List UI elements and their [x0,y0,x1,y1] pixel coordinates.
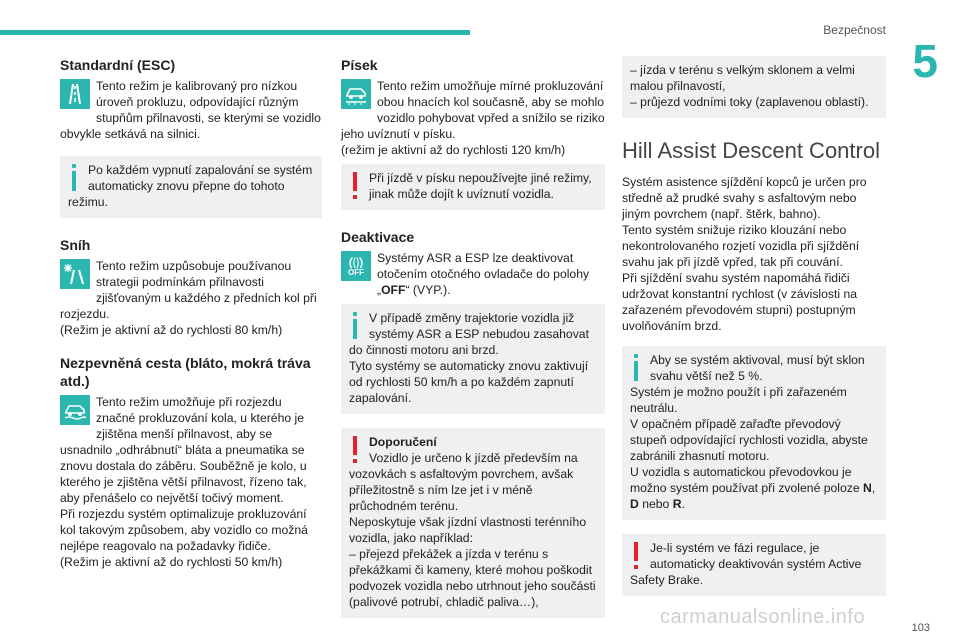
info-box-deactivation [341,304,605,414]
gear-r-label: R [672,497,682,511]
hadc-note-3: V opačném případě zařaďte převodový stupeň odpovídající rychlosti vozidla, abyste zabránili zhasnutí motoru. [630,417,868,463]
hadc-note-4 [630,464,878,512]
hadc-text-1: Systém asistence sjíždění kopců je určen pro středně až prudké svahy s asfaltovým nebo jiným povrchem (např. štěrk, bahno). [622,175,867,221]
warning-box-hadc [622,534,886,596]
mud-car-icon [60,395,90,425]
snow-text: Tento režim uzpůsobuje používanou strategii podmínkám přilnavosti zjišťovaným u každého z předních kol při rozjezdu. [60,259,317,321]
section-title-hadc: Hill Assist Descent Control [622,138,880,163]
snow-road-icon [60,259,90,289]
watermark: carmanualsonline.info [660,606,866,628]
info-icon [628,354,644,382]
section-title-esc: Standardní (ESC) [60,57,176,73]
hadc-note-1: Aby se systém aktivoval, musí být sklon svahu větší než 5 %. [650,353,865,383]
advice-continued-box [622,56,886,118]
advice-item: – přejezd překážek a jízda v terénu s překážkami či kameny, které mohou poškodit podvozek vozidla nebo utrhnout jeho součásti (palivové potrubí, chladič paliva…), [349,547,596,609]
warning-icon [347,436,363,464]
esc-note: Po každém vypnutí zapalování se systém automaticky znovu přepne do tohoto režimu. [68,163,313,209]
column-1 [60,56,322,570]
section-title-mud: Nezpevněná cesta (bláto, mokrá tráva atd.) [60,355,311,389]
column-2 [341,56,605,632]
info-box-esc [60,156,322,218]
sand-car-icon [341,79,371,109]
chapter-number: 5 [912,35,938,87]
road-standard-icon [60,79,90,109]
esc-paragraph [60,78,322,142]
section-title-snow: Sníh [60,237,91,253]
sand-paragraph [341,78,605,158]
warning-icon [628,542,644,570]
mud-paragraph [60,394,322,570]
sand-text: Tento režim umožňuje mírné prokluzování obou hnacích kol současně, aby se mohlo vozidlo pohybovat vpřed a snížilo se riziko jeho uvíznutí v písku. [341,79,605,141]
deactivation-text-a: Systémy ASR a ESP lze deaktivovat otočením otočného ovladače do polohy „ [377,251,590,297]
hadc-note-4e: nebo [638,497,673,511]
page-number: 103 [911,622,930,634]
mud-text-3: (Režim je aktivní až do rychlosti 50 km/h) [60,555,283,569]
list-item: – jízda v terénu s velkým sklonem a velmi malou přilnavostí, [630,63,855,93]
deactivation-text-c: “ (VYP.). [405,283,451,297]
snow-text-2: (Režim je aktivní až do rychlosti 80 km/h) [60,323,283,337]
mud-text: Tento režim umožňuje při rozjezdu značné prokluzování kola, u kterého je zjištěna menší přilnavost, aby se usnadnilo „odhrábnutí“ bláta a pneumatika se znovu dostala do záběru. Souběžně je kolo, u kterého je zjištěna větší přilnavost, řízeno tak, aby přenášelo co největší točivý moment. [60,395,307,505]
gear-n-label: N [863,481,872,495]
advice-title: Doporučení [369,435,437,449]
deactivation-text [341,250,605,298]
info-box-hadc [622,346,886,520]
advice-text-2: Neposkytuje však jízdní vlastnosti terénního vozidla, jako například: [349,515,587,545]
hadc-note-2: Systém je možno použít i při zařazeném neutrálu. [630,385,847,415]
hadc-note-4c: , [871,481,876,495]
list-item: – průjezd vodními toky (zaplavenou oblastí). [630,95,869,109]
hadc-warning: Je-li systém ve fázi regulace, je automaticky deaktivován systém Active Safety Brake. [630,541,862,587]
hadc-note-4a: U vozidla s automatickou převodovkou je možno systém používat při zvolené poloze [630,465,864,495]
deactivation-note-2: Tyto systémy se automaticky znovu zaktivují od rychlosti 50 km/h a po každém zapnutí zapalování. [349,359,589,405]
header-accent-bar [0,30,470,35]
info-icon [66,164,82,192]
hadc-text-2: Tento systém snižuje riziko klouzání nebo nekontrolovaného rozjetí vozidla při sjíždění svahu jak při jízdě vpřed, tak při couvání. [622,223,860,269]
warning-icon [347,172,363,200]
esp-off-icon [341,251,371,281]
snow-paragraph [60,258,322,338]
column-3 [622,56,886,610]
deactivation-off-label: OFF [381,283,406,297]
advice-text: Vozidlo je určeno k jízdě především na vozovkách s asfaltovým povrchem, avšak příležitostně s ním lze jet i v méně průchodném terénu. [349,451,578,513]
gear-d-label: D [630,497,639,511]
esc-text: Tento režim je kalibrovaný pro nízkou úroveň prokluzu, odpovídající různým stupňům přilnavosti, se kterými se vozidlo obvykle setkává na silnici. [60,79,321,141]
mud-text-2: Při rozjezdu systém optimalizuje prokluzování kol takovým způsobem, aby vozidlo co možná nejlépe reagovalo na požadavky řidiče. [60,507,308,553]
deactivation-note: V případě změny trajektorie vozidla již systémy ASR a ESP nebudou zasahovat do činnosti motoru ani brzd. [349,311,589,357]
hadc-note-4g: . [681,497,685,511]
hadc-text-3: Při sjíždění svahu systém napomáhá řidiči udržovat konstantní rychlost (v závislosti na zařazeném převodovém stupni) postupným uvolňováním brzd. [622,271,858,333]
sand-text-2: (režim je aktivní až do rychlosti 120 km/h) [341,143,566,157]
deactivation-paragraph [341,250,605,298]
section-title-sand: Písek [341,57,378,73]
warning-box-advice [341,428,605,618]
section-title-deactivation: Deaktivace [341,229,415,245]
esp-off-icon-label: OFF [348,268,364,277]
warning-box-sand [341,164,605,210]
header-title: Bezpečnost [823,23,886,37]
info-icon [347,312,363,340]
sand-warning: Při jízdě v písku nepoužívejte jiné režimy, jinak může dojít k uvíznutí vozidla. [369,171,592,201]
